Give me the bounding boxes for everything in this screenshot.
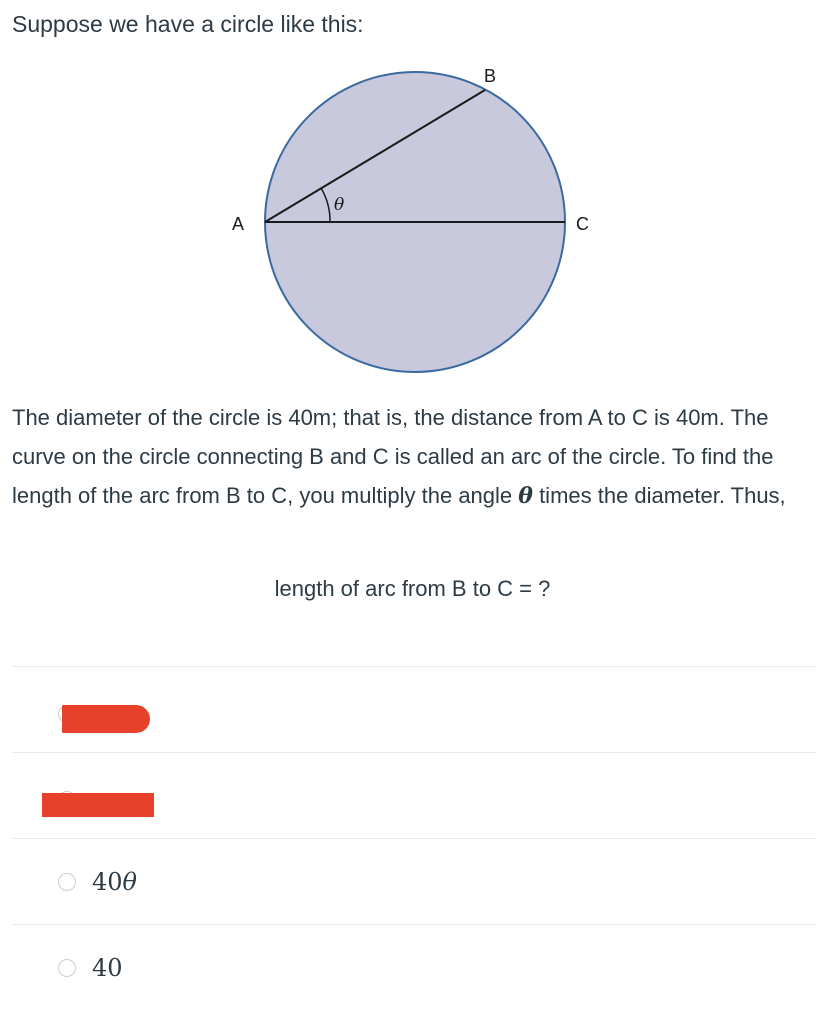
radio-button[interactable] <box>58 959 76 977</box>
theta-label: θ <box>334 195 345 215</box>
point-a-label: A <box>232 214 245 234</box>
answer-option-4[interactable] <box>12 924 816 1010</box>
intro-text: Suppose we have a circle like this: <box>12 11 364 37</box>
paragraph-text-before: The diameter of the circle is 40m; that is, the distance from A to C is 40m. The curve on the circle connecting B and C is called an arc of the circle. To find the length of the arc from B to C, you multiply the angle <box>12 405 774 508</box>
answer-option-1[interactable] <box>12 666 816 752</box>
answer-option-2[interactable] <box>12 752 816 838</box>
radio-button[interactable] <box>58 873 76 891</box>
redaction-mark <box>62 705 150 733</box>
redaction-mark <box>42 793 154 817</box>
answer-label <box>92 865 137 899</box>
problem-paragraph <box>12 398 817 516</box>
answer-variable: θ <box>122 868 137 896</box>
answer-label <box>92 951 123 985</box>
formula-text: length of arc from B to C = ? <box>274 576 551 601</box>
answer-list <box>12 666 816 1010</box>
answer-number: 40 <box>92 954 123 982</box>
point-b-label: B <box>484 66 497 86</box>
answer-number: 40 <box>92 868 123 896</box>
paragraph-text-after: times the diameter. Thus, <box>532 483 786 508</box>
point-c-label: C <box>576 214 589 234</box>
circle-diagram-svg <box>220 60 620 380</box>
circle-diagram <box>220 60 620 380</box>
answer-option-3[interactable] <box>12 838 816 924</box>
theta-inline: θ <box>518 483 533 509</box>
